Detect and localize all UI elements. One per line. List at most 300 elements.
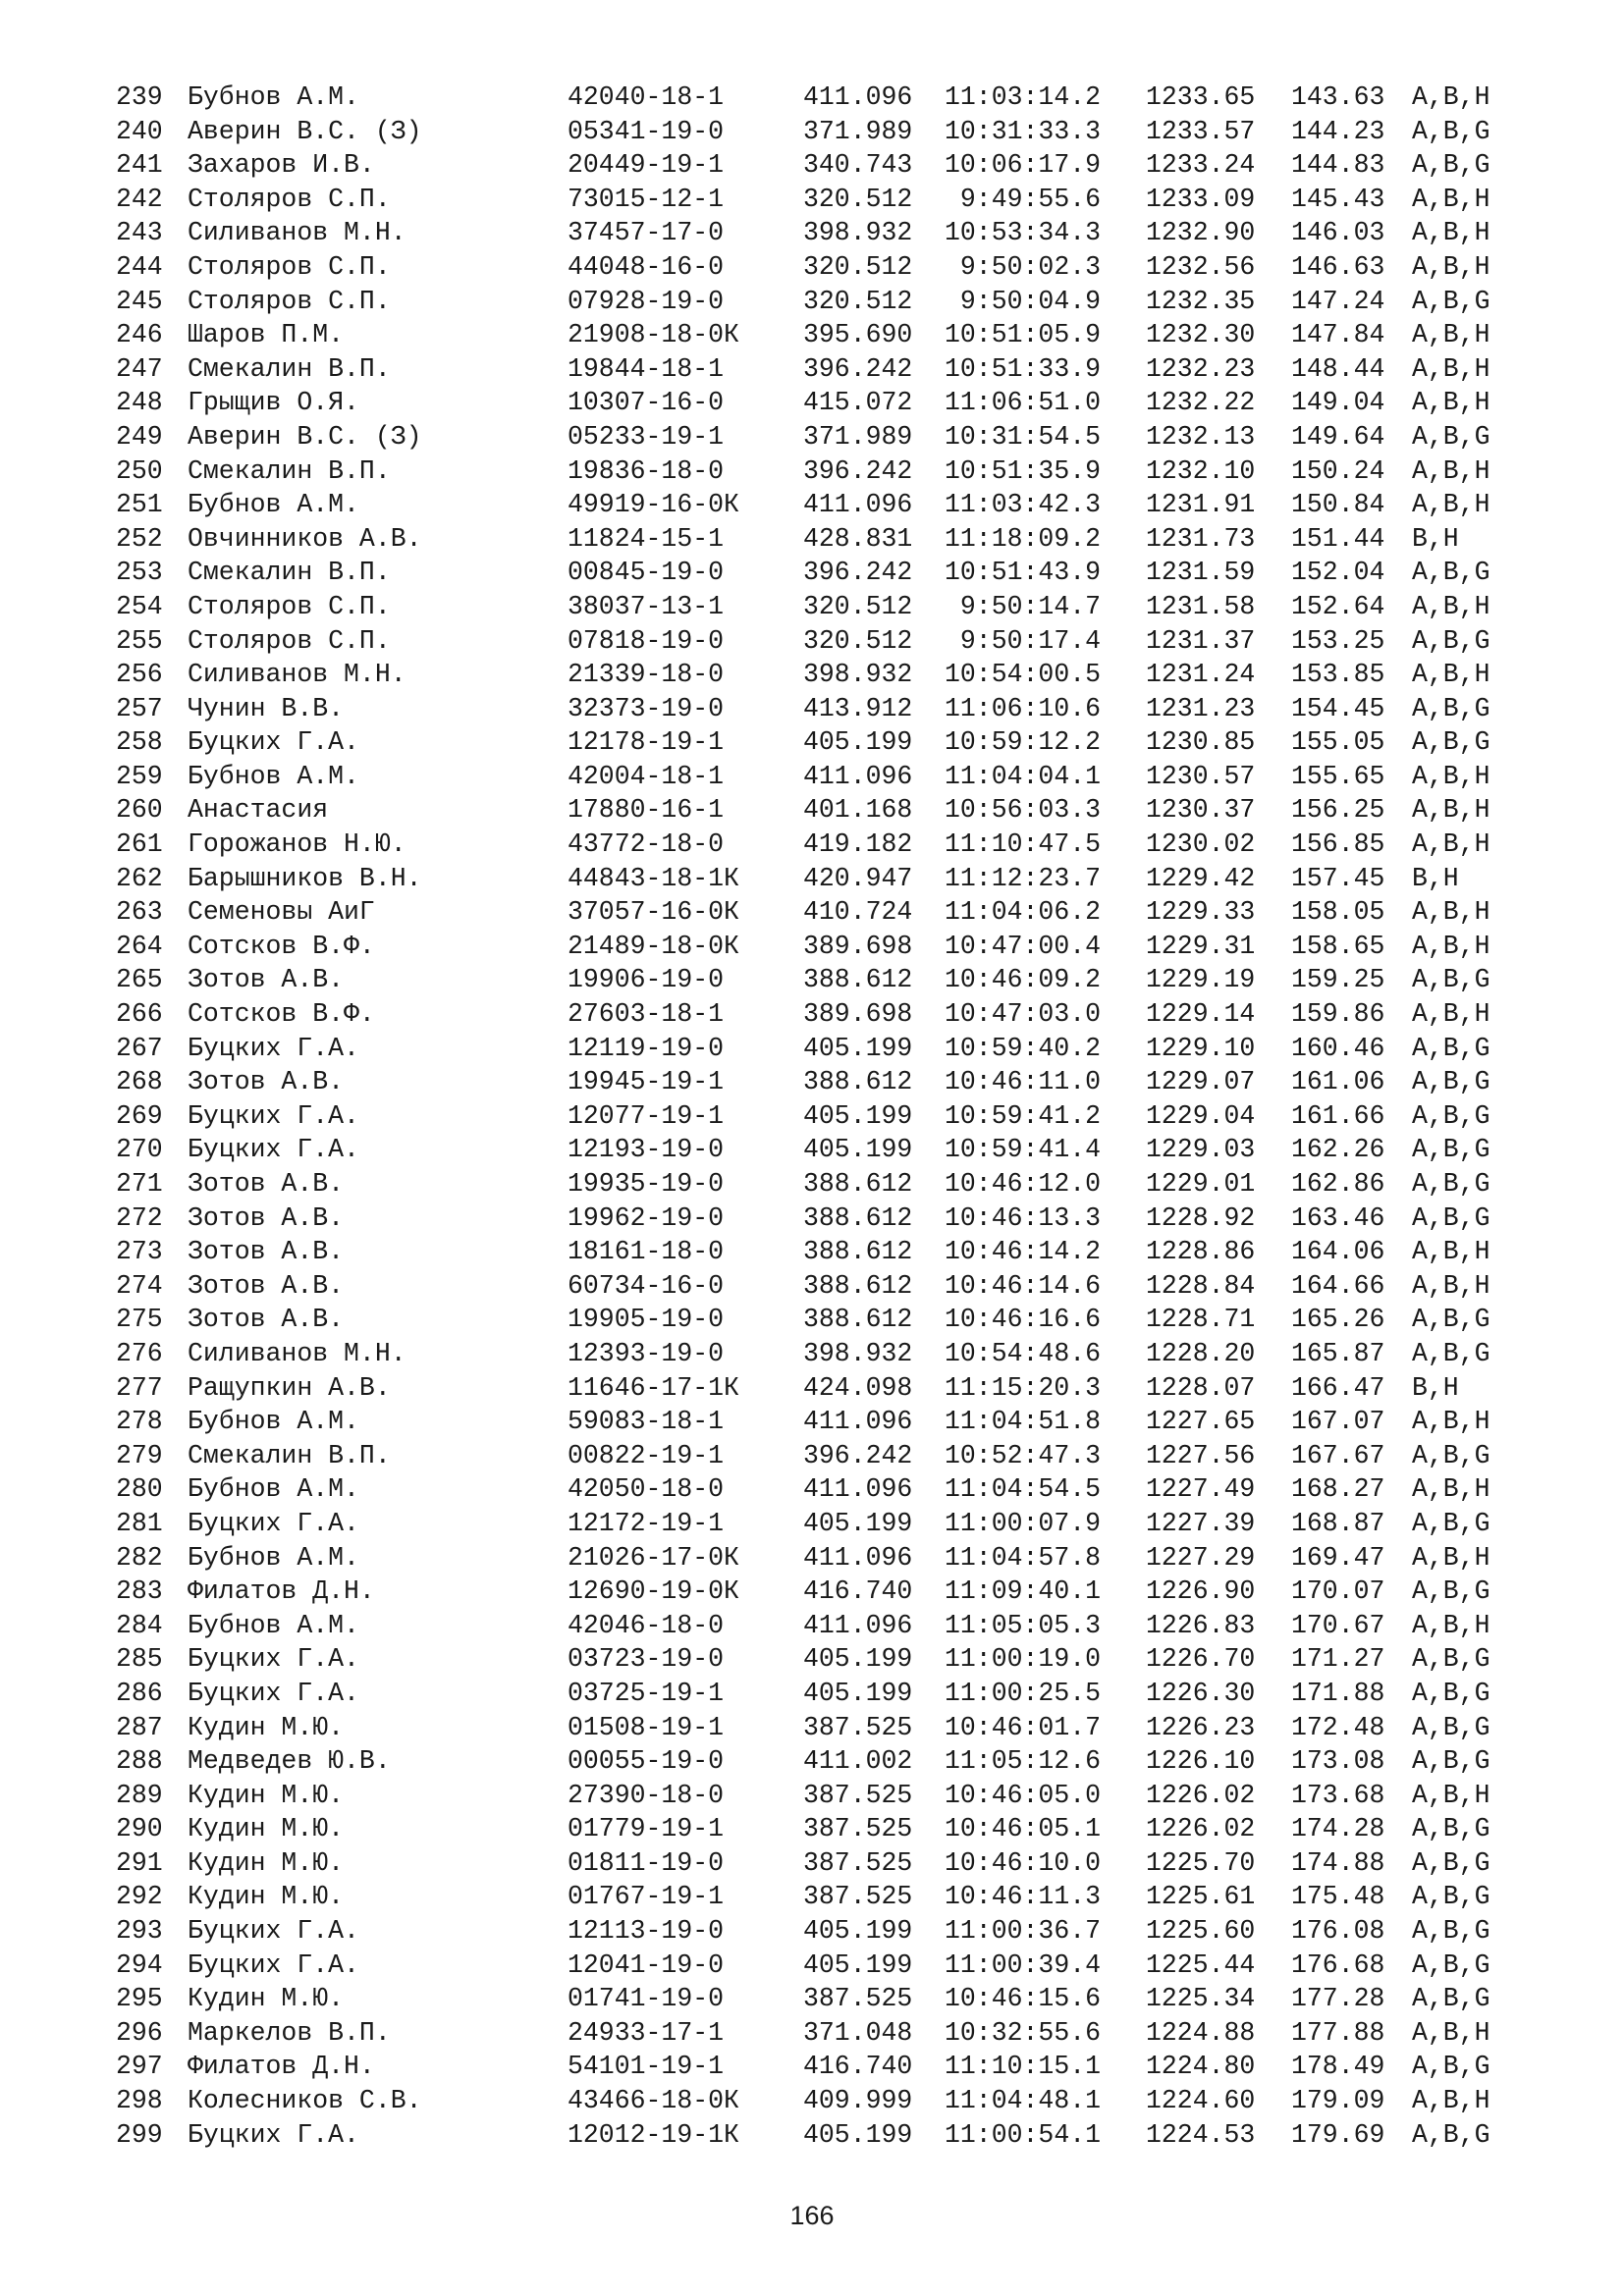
distance: 320.512	[803, 184, 913, 214]
speed: 1228.86	[1146, 1237, 1256, 1267]
row-number: 296	[116, 2017, 163, 2048]
participant-name: Аверин В.С. (З)	[188, 116, 422, 146]
ring-number: 11646-17-1К	[568, 1372, 739, 1403]
category-codes: B,H	[1412, 1372, 1459, 1403]
participant-name: Силиванов М.Н.	[188, 218, 406, 248]
ring-number: 73015-12-1	[568, 184, 725, 214]
row-number: 252	[116, 523, 163, 554]
ring-number: 19836-18-0	[568, 455, 725, 486]
table-row	[116, 760, 1569, 794]
row-number: 278	[116, 1407, 163, 1437]
table-row	[116, 1472, 1569, 1507]
score: 166.47	[1291, 1372, 1385, 1403]
arrival-time: 9:50:02.3	[945, 251, 1102, 282]
ring-number: 32373-19-0	[568, 693, 725, 723]
distance: 411.096	[803, 1474, 913, 1505]
participant-name: Кудин М.Ю.	[188, 1847, 345, 1878]
score: 164.06	[1291, 1237, 1385, 1267]
arrival-time: 11:06:10.6	[945, 693, 1102, 723]
category-codes: A,B,G	[1412, 625, 1490, 656]
table-row	[116, 963, 1569, 997]
table-row	[116, 488, 1569, 522]
distance: 371.989	[803, 421, 913, 452]
table-row	[116, 1405, 1569, 1439]
row-number: 261	[116, 829, 163, 860]
arrival-time: 11:04:04.1	[945, 761, 1102, 791]
distance: 396.242	[803, 558, 913, 588]
score: 170.07	[1291, 1576, 1385, 1607]
row-number: 263	[116, 897, 163, 928]
participant-name: Барышников В.Н.	[188, 863, 422, 893]
arrival-time: 10:51:05.9	[945, 320, 1102, 350]
distance: 396.242	[803, 353, 913, 384]
score: 153.25	[1291, 625, 1385, 656]
participant-name: Бубнов А.М.	[188, 1542, 359, 1573]
distance: 387.525	[803, 1984, 913, 2014]
table-row	[116, 454, 1569, 489]
distance: 411.096	[803, 490, 913, 520]
speed: 1233.57	[1146, 116, 1256, 146]
score: 154.45	[1291, 693, 1385, 723]
arrival-time: 10:54:48.6	[945, 1338, 1102, 1368]
row-number: 240	[116, 116, 163, 146]
speed: 1224.60	[1146, 2086, 1256, 2116]
ring-number: 03725-19-1	[568, 1678, 725, 1708]
ring-number: 18161-18-0	[568, 1237, 725, 1267]
row-number: 249	[116, 421, 163, 452]
table-row	[116, 1914, 1569, 1949]
row-number: 284	[116, 1610, 163, 1640]
score: 151.44	[1291, 523, 1385, 554]
row-number: 295	[116, 1984, 163, 2014]
score: 162.26	[1291, 1135, 1385, 1165]
distance: 405.199	[803, 1916, 913, 1947]
ring-number: 03723-19-0	[568, 1644, 725, 1675]
speed: 1226.70	[1146, 1644, 1256, 1675]
participant-name: Анастасия	[188, 795, 329, 826]
participant-name: Буцких Г.А.	[188, 1100, 359, 1131]
distance: 405.199	[803, 1100, 913, 1131]
speed: 1227.65	[1146, 1407, 1256, 1437]
score: 163.46	[1291, 1202, 1385, 1233]
table-row	[116, 148, 1569, 183]
table-row	[116, 624, 1569, 659]
row-number: 256	[116, 660, 163, 690]
score: 162.86	[1291, 1169, 1385, 1199]
participant-name: Зотов А.В.	[188, 1305, 345, 1335]
category-codes: A,B,G	[1412, 1882, 1490, 1912]
arrival-time: 10:51:33.9	[945, 353, 1102, 384]
speed: 1229.03	[1146, 1135, 1256, 1165]
participant-name: Силиванов М.Н.	[188, 1338, 406, 1368]
category-codes: A,B,H	[1412, 1270, 1490, 1301]
speed: 1227.29	[1146, 1542, 1256, 1573]
speed: 1225.60	[1146, 1916, 1256, 1947]
category-codes: A,B,G	[1412, 421, 1490, 452]
speed: 1225.70	[1146, 1847, 1256, 1878]
speed: 1230.37	[1146, 795, 1256, 826]
category-codes: A,B,H	[1412, 2086, 1490, 2116]
score: 152.04	[1291, 558, 1385, 588]
row-number: 298	[116, 2086, 163, 2116]
arrival-time: 10:06:17.9	[945, 150, 1102, 181]
table-row	[116, 2084, 1569, 2118]
ring-number: 01779-19-1	[568, 1814, 725, 1844]
distance: 413.912	[803, 693, 913, 723]
distance: 410.724	[803, 897, 913, 928]
table-row	[116, 1609, 1569, 1643]
participant-name: Столяров С.П.	[188, 286, 391, 316]
speed: 1224.80	[1146, 2052, 1256, 2082]
category-codes: A,B,G	[1412, 1100, 1490, 1131]
participant-name: Буцких Г.А.	[188, 1644, 359, 1675]
distance: 405.199	[803, 1508, 913, 1538]
table-row	[116, 1099, 1569, 1134]
category-codes: A,B,G	[1412, 1847, 1490, 1878]
distance: 411.096	[803, 82, 913, 112]
score: 159.86	[1291, 999, 1385, 1030]
speed: 1228.84	[1146, 1270, 1256, 1301]
distance: 398.932	[803, 660, 913, 690]
participant-name: Столяров С.П.	[188, 251, 391, 282]
table-row	[116, 250, 1569, 285]
distance: 340.743	[803, 150, 913, 181]
speed: 1229.33	[1146, 897, 1256, 928]
arrival-time: 10:46:14.2	[945, 1237, 1102, 1267]
ring-number: 12041-19-0	[568, 1949, 725, 1980]
category-codes: A,B,H	[1412, 591, 1490, 621]
participant-name: Аверин В.С. (З)	[188, 421, 422, 452]
participant-name: Столяров С.П.	[188, 591, 391, 621]
score: 164.66	[1291, 1270, 1385, 1301]
table-row	[116, 115, 1569, 149]
score: 177.28	[1291, 1984, 1385, 2014]
speed: 1231.73	[1146, 523, 1256, 554]
participant-name: Смекалин В.П.	[188, 558, 391, 588]
ring-number: 12077-19-1	[568, 1100, 725, 1131]
distance: 405.199	[803, 1678, 913, 1708]
score: 171.88	[1291, 1678, 1385, 1708]
category-codes: A,B,G	[1412, 693, 1490, 723]
table-row	[116, 692, 1569, 726]
table-row	[116, 1812, 1569, 1846]
distance: 396.242	[803, 455, 913, 486]
score: 168.87	[1291, 1508, 1385, 1538]
distance: 387.525	[803, 1882, 913, 1912]
category-codes: A,B,G	[1412, 1135, 1490, 1165]
distance: 398.932	[803, 218, 913, 248]
arrival-time: 10:46:16.6	[945, 1305, 1102, 1335]
ring-number: 44843-18-1К	[568, 863, 739, 893]
distance: 405.199	[803, 1033, 913, 1063]
distance: 405.199	[803, 1135, 913, 1165]
ring-number: 00822-19-1	[568, 1440, 725, 1470]
row-number: 239	[116, 82, 163, 112]
row-number: 248	[116, 388, 163, 418]
speed: 1231.59	[1146, 558, 1256, 588]
table-row	[116, 1949, 1569, 1983]
speed: 1229.10	[1146, 1033, 1256, 1063]
category-codes: A,B,G	[1412, 150, 1490, 181]
category-codes: A,B,G	[1412, 2119, 1490, 2150]
ring-number: 21908-18-0К	[568, 320, 739, 350]
row-number: 297	[116, 2052, 163, 2082]
table-row	[116, 1541, 1569, 1575]
table-row	[116, 1711, 1569, 1745]
row-number: 265	[116, 965, 163, 995]
category-codes: A,B,H	[1412, 1237, 1490, 1267]
ring-number: 21026-17-0К	[568, 1542, 739, 1573]
ring-number: 12178-19-1	[568, 727, 725, 758]
row-number: 266	[116, 999, 163, 1030]
ring-number: 01508-19-1	[568, 1712, 725, 1742]
ring-number: 44048-16-0	[568, 251, 725, 282]
score: 147.24	[1291, 286, 1385, 316]
score: 179.69	[1291, 2119, 1385, 2150]
participant-name: Зотов А.В.	[188, 1270, 345, 1301]
arrival-time: 11:04:54.5	[945, 1474, 1102, 1505]
distance: 416.740	[803, 2052, 913, 2082]
row-number: 288	[116, 1746, 163, 1777]
arrival-time: 10:54:00.5	[945, 660, 1102, 690]
ring-number: 37457-17-0	[568, 218, 725, 248]
category-codes: A,B,H	[1412, 251, 1490, 282]
score: 153.85	[1291, 660, 1385, 690]
category-codes: A,B,G	[1412, 1440, 1490, 1470]
distance: 411.096	[803, 1610, 913, 1640]
row-number: 286	[116, 1678, 163, 1708]
ring-number: 24933-17-1	[568, 2017, 725, 2048]
participant-name: Буцких Г.А.	[188, 1678, 359, 1708]
category-codes: A,B,H	[1412, 1474, 1490, 1505]
participant-name: Бубнов А.М.	[188, 82, 359, 112]
distance: 388.612	[803, 1169, 913, 1199]
ring-number: 12193-19-0	[568, 1135, 725, 1165]
table-row	[116, 828, 1569, 862]
arrival-time: 11:05:05.3	[945, 1610, 1102, 1640]
row-number: 272	[116, 1202, 163, 1233]
row-number: 287	[116, 1712, 163, 1742]
category-codes: A,B,G	[1412, 2052, 1490, 2082]
ring-number: 11824-15-1	[568, 523, 725, 554]
participant-name: Смекалин В.П.	[188, 1440, 391, 1470]
participant-name: Захаров И.В.	[188, 150, 375, 181]
speed: 1227.49	[1146, 1474, 1256, 1505]
arrival-time: 11:00:36.7	[945, 1916, 1102, 1947]
table-row	[116, 793, 1569, 828]
score: 174.88	[1291, 1847, 1385, 1878]
speed: 1226.10	[1146, 1746, 1256, 1777]
ring-number: 01811-19-0	[568, 1847, 725, 1878]
category-codes: A,B,H	[1412, 2017, 1490, 2048]
ring-number: 43466-18-0К	[568, 2086, 739, 2116]
speed: 1231.23	[1146, 693, 1256, 723]
score: 178.49	[1291, 2052, 1385, 2082]
row-number: 260	[116, 795, 163, 826]
table-row	[116, 420, 1569, 454]
distance: 388.612	[803, 1202, 913, 1233]
row-number: 268	[116, 1067, 163, 1097]
ring-number: 21489-18-0К	[568, 931, 739, 961]
ring-number: 00845-19-0	[568, 558, 725, 588]
row-number: 275	[116, 1305, 163, 1335]
category-codes: A,B,H	[1412, 999, 1490, 1030]
table-row	[116, 1507, 1569, 1541]
arrival-time: 9:50:14.7	[945, 591, 1102, 621]
arrival-time: 10:46:13.3	[945, 1202, 1102, 1233]
score: 160.46	[1291, 1033, 1385, 1063]
speed: 1229.01	[1146, 1169, 1256, 1199]
category-codes: A,B,H	[1412, 931, 1490, 961]
participant-name: Буцких Г.А.	[188, 1135, 359, 1165]
participant-name: Буцких Г.А.	[188, 1916, 359, 1947]
ring-number: 19906-19-0	[568, 965, 725, 995]
ring-number: 38037-13-1	[568, 591, 725, 621]
row-number: 291	[116, 1847, 163, 1878]
category-codes: A,B,H	[1412, 660, 1490, 690]
speed: 1226.02	[1146, 1814, 1256, 1844]
category-codes: A,B,G	[1412, 727, 1490, 758]
row-number: 250	[116, 455, 163, 486]
table-row	[116, 318, 1569, 352]
row-number: 253	[116, 558, 163, 588]
speed: 1224.53	[1146, 2119, 1256, 2150]
ring-number: 19844-18-1	[568, 353, 725, 384]
row-number: 254	[116, 591, 163, 621]
row-number: 255	[116, 625, 163, 656]
score: 159.25	[1291, 965, 1385, 995]
ring-number: 12172-19-1	[568, 1508, 725, 1538]
speed: 1232.22	[1146, 388, 1256, 418]
arrival-time: 10:59:40.2	[945, 1033, 1102, 1063]
distance: 388.612	[803, 1305, 913, 1335]
category-codes: A,B,G	[1412, 116, 1490, 146]
score: 152.64	[1291, 591, 1385, 621]
ring-number: 12393-19-0	[568, 1338, 725, 1368]
score: 167.07	[1291, 1407, 1385, 1437]
arrival-time: 10:46:12.0	[945, 1169, 1102, 1199]
ring-number: 12113-19-0	[568, 1916, 725, 1947]
row-number: 289	[116, 1780, 163, 1810]
ring-number: 42004-18-1	[568, 761, 725, 791]
speed: 1232.30	[1146, 320, 1256, 350]
table-row	[116, 80, 1569, 115]
speed: 1230.02	[1146, 829, 1256, 860]
row-number: 276	[116, 1338, 163, 1368]
distance: 416.740	[803, 1576, 913, 1607]
arrival-time: 11:04:51.8	[945, 1407, 1102, 1437]
table-row	[116, 352, 1569, 387]
category-codes: A,B,H	[1412, 320, 1490, 350]
arrival-time: 10:51:43.9	[945, 558, 1102, 588]
score: 161.66	[1291, 1100, 1385, 1131]
row-number: 282	[116, 1542, 163, 1573]
ring-number: 07818-19-0	[568, 625, 725, 656]
speed: 1233.24	[1146, 150, 1256, 181]
table-row	[116, 1744, 1569, 1779]
speed: 1226.23	[1146, 1712, 1256, 1742]
category-codes: A,B,G	[1412, 1916, 1490, 1947]
arrival-time: 10:46:05.1	[945, 1814, 1102, 1844]
arrival-time: 11:18:09.2	[945, 523, 1102, 554]
participant-name: Кудин М.Ю.	[188, 1984, 345, 2014]
row-number: 280	[116, 1474, 163, 1505]
ring-number: 20449-19-1	[568, 150, 725, 181]
category-codes: A,B,G	[1412, 1712, 1490, 1742]
category-codes: A,B,H	[1412, 795, 1490, 826]
arrival-time: 10:47:00.4	[945, 931, 1102, 961]
table-row	[116, 522, 1569, 557]
ring-number: 05341-19-0	[568, 116, 725, 146]
table-row	[116, 285, 1569, 319]
participant-name: Буцких Г.А.	[188, 727, 359, 758]
category-codes: A,B,G	[1412, 558, 1490, 588]
row-number: 292	[116, 1882, 163, 1912]
table-row	[116, 658, 1569, 692]
participant-name: Буцких Г.А.	[188, 1949, 359, 1980]
ring-number: 05233-19-1	[568, 421, 725, 452]
speed: 1228.07	[1146, 1372, 1256, 1403]
score: 177.88	[1291, 2017, 1385, 2048]
participant-name: Маркелов В.П.	[188, 2017, 391, 2048]
score: 171.27	[1291, 1644, 1385, 1675]
participant-name: Бубнов А.М.	[188, 1610, 359, 1640]
ring-number: 54101-19-1	[568, 2052, 725, 2082]
speed: 1224.88	[1146, 2017, 1256, 2048]
arrival-time: 9:49:55.6	[945, 184, 1102, 214]
speed: 1229.42	[1146, 863, 1256, 893]
row-number: 290	[116, 1814, 163, 1844]
category-codes: A,B,H	[1412, 829, 1490, 860]
row-number: 244	[116, 251, 163, 282]
score: 145.43	[1291, 184, 1385, 214]
score: 150.84	[1291, 490, 1385, 520]
arrival-time: 10:59:41.2	[945, 1100, 1102, 1131]
ring-number: 01741-19-0	[568, 1984, 725, 2014]
arrival-time: 10:51:35.9	[945, 455, 1102, 486]
participant-name: Кудин М.Ю.	[188, 1814, 345, 1844]
participant-name: Бубнов А.М.	[188, 761, 359, 791]
distance: 405.199	[803, 727, 913, 758]
distance: 388.612	[803, 1067, 913, 1097]
participant-name: Чунин В.В.	[188, 693, 345, 723]
ring-number: 43772-18-0	[568, 829, 725, 860]
speed: 1228.92	[1146, 1202, 1256, 1233]
speed: 1232.13	[1146, 421, 1256, 452]
distance: 387.525	[803, 1847, 913, 1878]
participant-name: Филатов Д.Н.	[188, 1576, 375, 1607]
category-codes: A,B,G	[1412, 1644, 1490, 1675]
participant-name: Буцких Г.А.	[188, 2119, 359, 2150]
table-row	[116, 997, 1569, 1032]
distance: 395.690	[803, 320, 913, 350]
ring-number: 19935-19-0	[568, 1169, 725, 1199]
category-codes: A,B,H	[1412, 353, 1490, 384]
score: 147.84	[1291, 320, 1385, 350]
category-codes: A,B,H	[1412, 184, 1490, 214]
distance: 411.002	[803, 1746, 913, 1777]
row-number: 274	[116, 1270, 163, 1301]
speed: 1232.35	[1146, 286, 1256, 316]
table-row	[116, 2016, 1569, 2051]
speed: 1226.30	[1146, 1678, 1256, 1708]
arrival-time: 10:46:11.3	[945, 1882, 1102, 1912]
speed: 1233.65	[1146, 82, 1256, 112]
score: 156.25	[1291, 795, 1385, 826]
arrival-time: 10:53:34.3	[945, 218, 1102, 248]
ring-number: 60734-16-0	[568, 1270, 725, 1301]
arrival-time: 11:15:20.3	[945, 1372, 1102, 1403]
